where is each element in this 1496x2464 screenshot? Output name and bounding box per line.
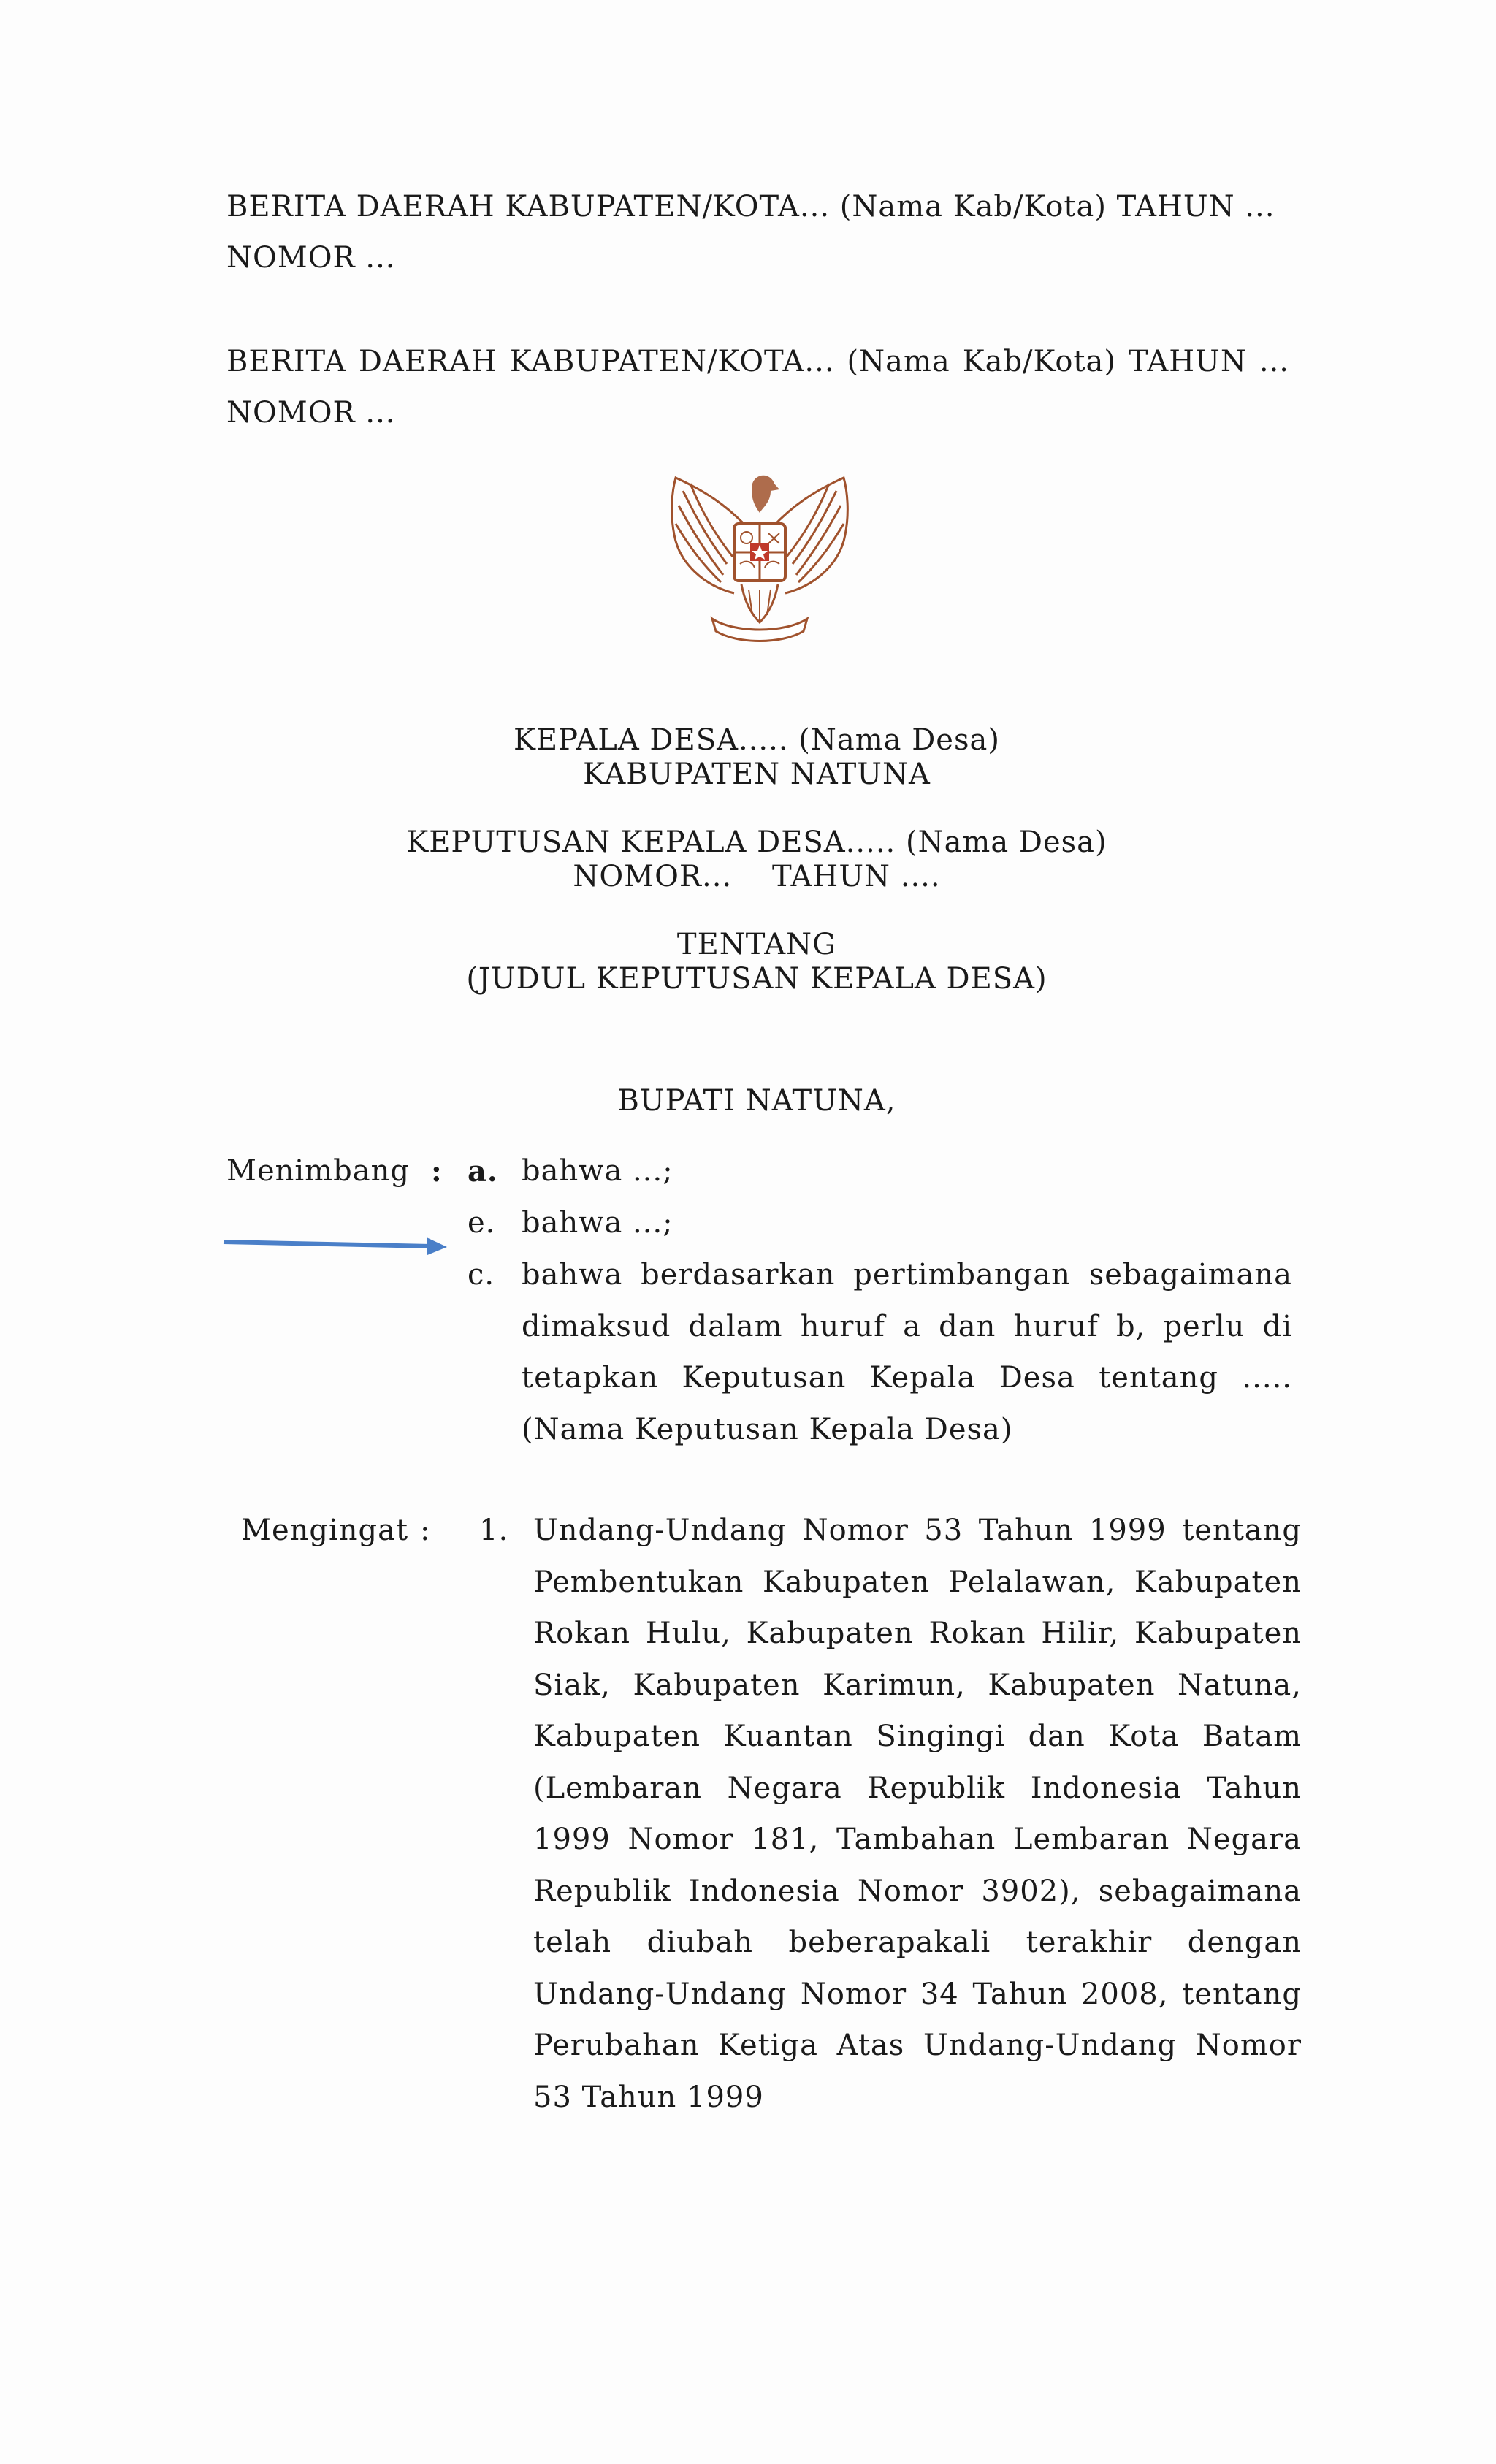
header-block-1	[226, 181, 1289, 283]
header-nomor: NOMOR ...	[226, 396, 396, 430]
title-kepala-desa: KEPALA DESA..... (Nama Desa)	[514, 723, 1000, 757]
menimbang-letter-e: e.	[468, 1206, 496, 1240]
annotation-arrow-icon	[219, 1227, 453, 1256]
menimbang-item-e: bahwa ...;	[522, 1206, 673, 1240]
mengingat-number-1: 1.	[479, 1514, 509, 1547]
mengingat-colon: :	[420, 1514, 431, 1547]
header-line: BERITA DAERAH KABUPATEN/KOTA... (Nama Kab/Kota) TAHUN ...	[226, 190, 1275, 224]
title-tentang: TENTANG	[676, 928, 837, 961]
mengingat-label: Mengingat	[241, 1514, 409, 1547]
title-keputusan-block	[0, 825, 1496, 894]
title-kepala-desa-block	[0, 723, 1496, 792]
menimbang-colon: :	[431, 1154, 442, 1189]
header-line-justified: BERITA DAERAH KABUPATEN/KOTA... (Nama Kab/Kota) TAHUN ...	[226, 345, 1289, 378]
title-nomor: NOMOR... TAHUN ....	[573, 860, 941, 893]
menimbang-label: Menimbang	[226, 1154, 410, 1188]
title-keputusan: KEPUTUSAN KEPALA DESA..... (Nama Desa)	[406, 825, 1107, 859]
title-kabupaten: KABUPATEN NATUNA	[583, 758, 931, 791]
title-judul: (JUDUL KEPUTUSAN KEPALA DESA)	[466, 962, 1047, 996]
menimbang-item-c: bahwa berdasarkan pertimbangan sebagaimana dimaksud dalam huruf a dan huruf b, perlu di tetapkan Keputusan Kepala Desa tentang ..... (Nama Keputusan Kepala Desa)	[522, 1258, 1292, 1446]
menimbang-letter-c: c.	[468, 1258, 495, 1292]
mengingat-item-1: Undang-Undang Nomor 53 Tahun 1999 tentang Pembentukan Kabupaten Pelalawan, Kabupaten Rokan Hulu, Kabupaten Rokan Hilir, Kabupaten Siak, Kabupaten Karimun, Kabupaten Natuna, Kabupaten Kuantan Singingi dan Kota Batam (Lembaran Negara Republik Indonesia Tahun 1999 Nomor 181, Tambahan Lembaran Negara Republik Indonesia Nomor 3902), sebagaimana telah diubah beberapakali terakhir dengan Undang-Undang Nomor 34 Tahun 2008, tentang Perubahan Ketiga Atas Undang-Undang Nomor 53 Tahun 1999	[533, 1514, 1302, 2114]
title-tentang-block	[0, 928, 1496, 996]
header-block-2	[226, 336, 1289, 438]
menimbang-item-a: bahwa ...;	[522, 1154, 673, 1188]
header-nomor: NOMOR ...	[226, 241, 396, 275]
title-bupati: BUPATI NATUNA,	[617, 1084, 896, 1118]
menimbang-letter-a: a.	[468, 1154, 498, 1189]
garuda-emblem-icon	[654, 462, 866, 650]
